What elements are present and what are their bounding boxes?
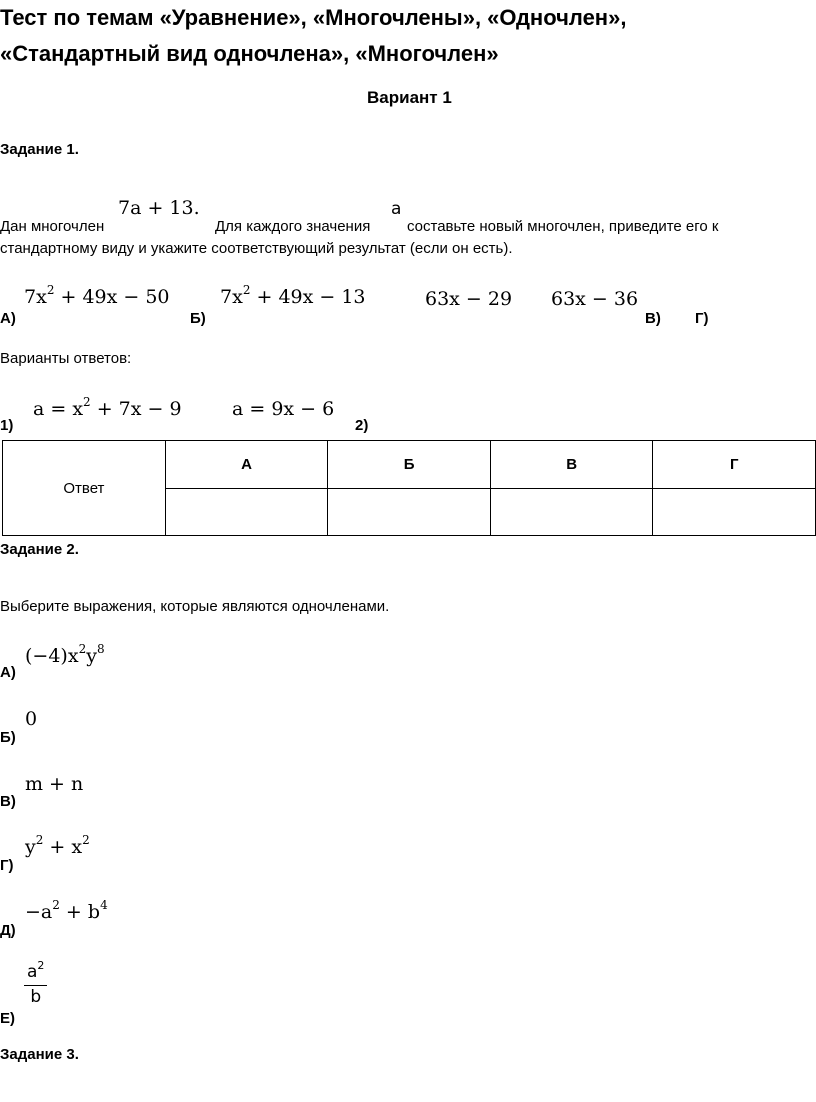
- answer-cell-v[interactable]: [490, 488, 653, 536]
- task2-option-d-expression: $-a^2 + b^4$: [25, 898, 108, 923]
- option-b-expression: $7x^2 + 49x - 13$: [220, 283, 366, 308]
- task1-intro-b: Для каждого значения: [215, 218, 371, 235]
- answer-1-expression: $a = x^2 + 7x - 9$: [33, 395, 182, 420]
- task1-intro-line2: стандартному виду и укажите соответствующий результат (если он есть).: [0, 240, 513, 257]
- task2-option-v-label: В): [0, 793, 16, 810]
- fraction-denominator: b: [30, 987, 42, 1007]
- option-v-expression: 63x − 29: [425, 288, 513, 310]
- task2-option-e-label: Е): [0, 1010, 15, 1027]
- answer-2-label: 2): [355, 417, 369, 434]
- option-g-label: Г): [695, 310, 709, 327]
- option-g-expression: 63x − 36: [551, 288, 639, 310]
- task2-option-a-label: А): [0, 664, 16, 681]
- page-title: [0, 0, 626, 72]
- task1-intro-a: Дан многочлен: [0, 218, 105, 235]
- answer-table: [2, 440, 816, 536]
- table-header-b: Б: [328, 441, 491, 489]
- option-a-expression: $7x^2 + 49x - 50$: [24, 283, 170, 308]
- task2-option-b-label: Б): [0, 729, 16, 746]
- task2-option-v-expression: m + n: [25, 773, 84, 795]
- table-header-g: Г: [653, 441, 816, 489]
- task1-intro-c: составьте новый многочлен, приведите его к: [407, 218, 719, 235]
- task2-question: Выберите выражения, которые являются одночленами.: [0, 598, 390, 615]
- table-row: [3, 441, 816, 489]
- task1-heading: Задание 1.: [0, 141, 79, 158]
- title-line-1: Тест по темам «Уравнение», «Многочлены», «Одночлен»,: [0, 5, 627, 30]
- task2-option-e-fraction: [24, 959, 47, 1007]
- task2-option-g-expression: $y^2 + x^2$: [25, 833, 90, 858]
- option-b-label: Б): [190, 310, 206, 327]
- table-header-a: А: [165, 441, 328, 489]
- table-header-v: В: [490, 441, 653, 489]
- task2-option-d-label: Д): [0, 922, 16, 939]
- answer-cell-b[interactable]: [328, 488, 491, 536]
- task3-heading: Задание 3.: [0, 1046, 79, 1063]
- option-v-label: В): [645, 310, 661, 327]
- answers-heading: Варианты ответов:: [0, 350, 132, 367]
- variant-heading: Вариант 1: [367, 88, 452, 107]
- table-row-label: Ответ: [3, 441, 166, 536]
- title-line-2: «Стандартный вид одночлена», «Многочлен»: [0, 41, 499, 66]
- task2-heading: Задание 2.: [0, 541, 79, 558]
- fraction-numerator: $a^2$: [24, 962, 47, 986]
- variable-a: a: [391, 199, 402, 219]
- answer-cell-a[interactable]: [165, 488, 328, 536]
- answer-2-expression: a = 9x − 6: [232, 398, 335, 420]
- task2-option-b-expression: 0: [25, 708, 38, 730]
- answer-cell-g[interactable]: [653, 488, 816, 536]
- task2-option-a-expression: $(-4)x^2y^8$: [25, 642, 105, 667]
- task2-option-g-label: Г): [0, 857, 14, 874]
- answer-1-label: 1): [0, 417, 14, 434]
- option-a-label: А): [0, 310, 16, 327]
- given-polynomial: 7a + 13.: [118, 197, 200, 219]
